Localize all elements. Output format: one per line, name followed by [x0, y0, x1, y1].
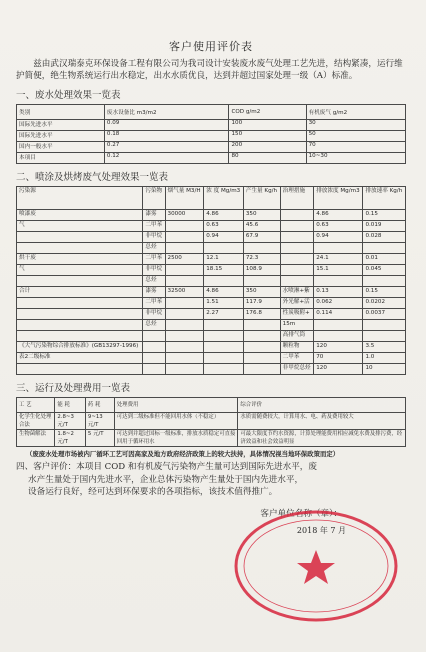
table-cell	[243, 243, 280, 254]
table-cell	[204, 342, 244, 353]
table-cell	[363, 276, 406, 287]
table-cell: 9~13 元/T	[85, 413, 114, 430]
table-cell: 0.0202	[363, 298, 406, 309]
table-cell: 4.86	[204, 210, 244, 221]
table-cell: 化学生化处理合法	[17, 413, 55, 430]
page-title: 客户使用评价表	[169, 40, 253, 53]
table-row	[17, 243, 406, 254]
table-cell	[280, 276, 314, 287]
table-cell	[165, 320, 204, 331]
table-cell	[165, 265, 204, 276]
table-cell	[204, 243, 244, 254]
table-cell: 烘干废	[17, 254, 143, 265]
feedback-line: 四、客户评价：本项目 COD 和有机废气污染物产生量可达到国际先进水平，废	[16, 462, 317, 472]
table-cell	[17, 364, 143, 375]
table-cell	[17, 320, 143, 331]
table-cell: 18.15	[204, 265, 244, 276]
table-cell: 可最大限度节约水资源，计算处理能费用相应减免水费及排污费，经济效益和社会效益明显	[238, 430, 406, 447]
table-cell: 0.114	[314, 309, 363, 320]
table-row	[17, 221, 406, 232]
table-cell: 10	[363, 364, 406, 375]
table-cell: 生物菌解法	[17, 430, 55, 447]
table-cell	[363, 320, 406, 331]
table-cell: 国内一般水平	[17, 142, 105, 153]
table-cell: 水喷淋+紫	[280, 287, 314, 298]
table-cell: 5 元/T	[85, 430, 114, 447]
table-cell: 67.9	[243, 232, 280, 243]
feedback-line: 水产生量处于国内先进水平，企业总体污染物产生量处于国内先进水平，	[28, 474, 304, 485]
seal-star-icon	[297, 550, 335, 584]
table-row	[17, 276, 406, 287]
column-header: 产生量 Kg/h	[243, 187, 280, 210]
table-row	[17, 298, 406, 309]
table-cell: 3.5	[363, 342, 406, 353]
table-cell	[165, 353, 204, 364]
table-header-row	[17, 105, 406, 120]
policy-note: （废废水处理市场被内厂循环工艺可因高家及地方政府经济政策上的较大扶持，具体情况视当地环保政策而定）	[26, 450, 340, 458]
table-cell: 350	[243, 210, 280, 221]
table-cell: 2.27	[204, 309, 244, 320]
table-cell: 0.63	[314, 221, 363, 232]
table-cell: 外光解+活	[280, 298, 314, 309]
column-header: 废水设备比 m3/m2	[104, 105, 229, 120]
table-cell: 0.94	[204, 232, 244, 243]
table-row	[17, 413, 406, 430]
table-row	[17, 353, 406, 364]
table-cell: 总烃	[143, 320, 165, 331]
table-cell	[165, 232, 204, 243]
table-cell	[165, 221, 204, 232]
table-cell: 0.94	[314, 232, 363, 243]
signature-label: 客户单位名称（章）：	[260, 508, 342, 519]
table-cell: 二甲苯	[280, 353, 314, 364]
table-cell	[280, 243, 314, 254]
section2-title: 二、喷涂及烘烤废气处理效果一览表	[16, 172, 169, 183]
table-cell	[143, 353, 165, 364]
table-cell	[165, 276, 204, 287]
table-cell: 120	[314, 364, 363, 375]
table-cell	[17, 243, 143, 254]
column-header: 类别	[17, 105, 105, 120]
table-cell: 性炭吸附+	[280, 309, 314, 320]
table-cell	[17, 331, 143, 342]
table-cell: 50	[306, 131, 405, 142]
table-row	[17, 131, 406, 142]
table-cell	[314, 331, 363, 342]
table-cell: 176.8	[243, 309, 280, 320]
table-cell: 0.0037	[363, 309, 406, 320]
cost-table	[16, 397, 406, 447]
column-header: 综合评价	[238, 398, 406, 413]
column-header: 污染源	[17, 187, 143, 210]
table-row	[17, 210, 406, 221]
table-cell	[143, 364, 165, 375]
table-cell: 非甲烷	[143, 309, 165, 320]
table-cell: 1.0	[363, 353, 406, 364]
table-cell: 0.13	[314, 287, 363, 298]
table-cell	[17, 298, 143, 309]
table-cell: 0.045	[363, 265, 406, 276]
table-cell: 350	[243, 287, 280, 298]
customer-feedback	[16, 461, 406, 499]
table-cell: 0.019	[363, 221, 406, 232]
table-row	[17, 232, 406, 243]
table-cell: 总烃	[143, 243, 165, 254]
column-header: 能 耗	[55, 398, 86, 413]
table-cell: 2.8~3 元/T	[55, 413, 86, 430]
table-cell: 117.9	[243, 298, 280, 309]
table-cell: 高排气筒	[280, 331, 314, 342]
column-header: 处理费用	[114, 398, 238, 413]
table-row	[17, 309, 406, 320]
table-cell: 二甲苯	[143, 254, 165, 265]
table-cell: 120	[314, 342, 363, 353]
table-cell: 2500	[165, 254, 204, 265]
table-cell	[363, 243, 406, 254]
table-cell: 国际先进水平	[17, 131, 105, 142]
table-cell: 水质需随费较大，计算用水、电、药及费用较大	[238, 413, 406, 430]
table-row	[17, 153, 406, 164]
table-cell: 漆雾	[143, 210, 165, 221]
table-cell: 0.27	[104, 142, 229, 153]
table-cell: 可达到并超过国标一级标准，排放水质稳定可直接回用于循环用水	[114, 430, 238, 447]
table-cell: 二甲苯	[143, 221, 165, 232]
table-cell: 0.01	[363, 254, 406, 265]
table-cell: 150	[229, 131, 306, 142]
table-row	[17, 287, 406, 298]
table-cell: 108.9	[243, 265, 280, 276]
table-cell: 32500	[165, 287, 204, 298]
table-cell: 70	[306, 142, 405, 153]
table-cell: 喷漆废	[17, 210, 143, 221]
table-cell	[314, 320, 363, 331]
table-cell	[363, 331, 406, 342]
table-cell: 1.8~2 元/T	[55, 430, 86, 447]
table-cell: 0.15	[363, 210, 406, 221]
table-cell: 《大气污染物综合排放标准》(GB13297-1996)	[17, 342, 143, 353]
table-row	[17, 142, 406, 153]
table-row	[17, 430, 406, 447]
table-cell: 0.062	[314, 298, 363, 309]
table-cell: 100	[229, 120, 306, 131]
table-cell: 1.51	[204, 298, 244, 309]
table-cell: 200	[229, 142, 306, 153]
table-cell	[314, 243, 363, 254]
column-header: 治理措施	[280, 187, 314, 210]
section3-title: 三、运行及处理费用一览表	[16, 383, 131, 394]
table-cell: 72.3	[243, 254, 280, 265]
column-header: 排放速率 Kg/h	[363, 187, 406, 210]
table-cell	[17, 232, 143, 243]
table-row	[17, 342, 406, 353]
table-cell: 15.1	[314, 265, 363, 276]
table-cell	[280, 221, 314, 232]
table-row	[17, 320, 406, 331]
table-cell	[280, 265, 314, 276]
table-cell: 非甲烷	[143, 232, 165, 243]
table-cell	[280, 210, 314, 221]
table-cell	[204, 331, 244, 342]
table-cell: 颗粒物	[280, 342, 314, 353]
table-cell: 总烃	[143, 276, 165, 287]
exhaust-table	[16, 186, 406, 375]
column-header: 浓 度 Mg/m3	[204, 187, 244, 210]
table-cell	[243, 276, 280, 287]
table-cell	[243, 353, 280, 364]
table-cell: 4.86	[204, 287, 244, 298]
table-cell: 本项目	[17, 153, 105, 164]
table-cell: 30	[306, 120, 405, 131]
table-cell	[204, 320, 244, 331]
column-header: 烟气量 M3/H	[165, 187, 204, 210]
table-cell	[243, 364, 280, 375]
table-cell: 80	[229, 153, 306, 164]
wastewater-table	[16, 104, 406, 164]
column-header: 工 艺	[17, 398, 55, 413]
table-cell	[143, 331, 165, 342]
table-cell: 0.028	[363, 232, 406, 243]
table-cell	[204, 276, 244, 287]
table-cell	[314, 276, 363, 287]
table-cell	[280, 254, 314, 265]
table-cell: 30000	[165, 210, 204, 221]
table-cell: 可达到二级标准但不能回用水体（不稳定）	[114, 413, 238, 430]
table-cell	[165, 364, 204, 375]
table-cell: 漆雾	[143, 287, 165, 298]
table-cell	[280, 232, 314, 243]
table-cell: 70	[314, 353, 363, 364]
table-cell: 4.86	[314, 210, 363, 221]
table-cell: 0.09	[104, 120, 229, 131]
table-cell	[17, 276, 143, 287]
table-cell: 12.1	[204, 254, 244, 265]
table-cell	[243, 342, 280, 353]
table-header-row	[17, 187, 406, 210]
table-cell	[17, 309, 143, 320]
table-cell	[165, 342, 204, 353]
column-header: 药 耗	[85, 398, 114, 413]
feedback-line: 设备运行良好，经可达到环保要求的各项指标，该技术值得推广。	[28, 487, 278, 497]
table-cell	[165, 243, 204, 254]
table-cell: 国际先进水平	[17, 120, 105, 131]
table-cell	[204, 353, 244, 364]
table-cell	[165, 309, 204, 320]
table-cell: 表2二级标准	[17, 353, 143, 364]
table-cell: 0.15	[363, 287, 406, 298]
table-cell	[143, 342, 165, 353]
table-cell	[243, 331, 280, 342]
table-cell: 二甲苯	[143, 298, 165, 309]
table-cell: 气	[17, 265, 143, 276]
intro-paragraph: 兹由武汉瑞泰克环保设备工程有限公司为我司设计安装废水废气处理工艺先进，结构紧凑，运行维护简便，绝生物系统运行出水稳定，出水水质优良，达到并超过国家处理一级（A）标准。	[16, 59, 403, 81]
table-row	[17, 120, 406, 131]
column-header: 排放浓度 Mg/m3	[314, 187, 363, 210]
table-cell	[204, 364, 244, 375]
column-header: 污染物	[143, 187, 165, 210]
table-cell	[243, 320, 280, 331]
table-cell: 0.63	[204, 221, 244, 232]
table-row	[17, 265, 406, 276]
table-cell: 45.6	[243, 221, 280, 232]
section1-title: 一、废水处理效果一览表	[16, 90, 121, 101]
table-cell: 0.12	[104, 153, 229, 164]
column-header: 有机废气 g/m2	[306, 105, 405, 120]
table-cell: 15m	[280, 320, 314, 331]
table-cell: 气	[17, 221, 143, 232]
table-cell: 合计	[17, 287, 143, 298]
table-header-row	[17, 398, 406, 413]
table-cell: 10~30	[306, 153, 405, 164]
table-row	[17, 331, 406, 342]
table-row	[17, 254, 406, 265]
table-cell: 0.18	[104, 131, 229, 142]
table-cell	[165, 298, 204, 309]
table-cell: 非甲烷总烃	[280, 364, 314, 375]
table-cell: 非甲烷	[143, 265, 165, 276]
table-row	[17, 364, 406, 375]
column-header: COD g/m2	[229, 105, 306, 120]
table-cell: 24.1	[314, 254, 363, 265]
date-text: 2018 年 7 月	[296, 525, 346, 535]
table-cell	[165, 331, 204, 342]
